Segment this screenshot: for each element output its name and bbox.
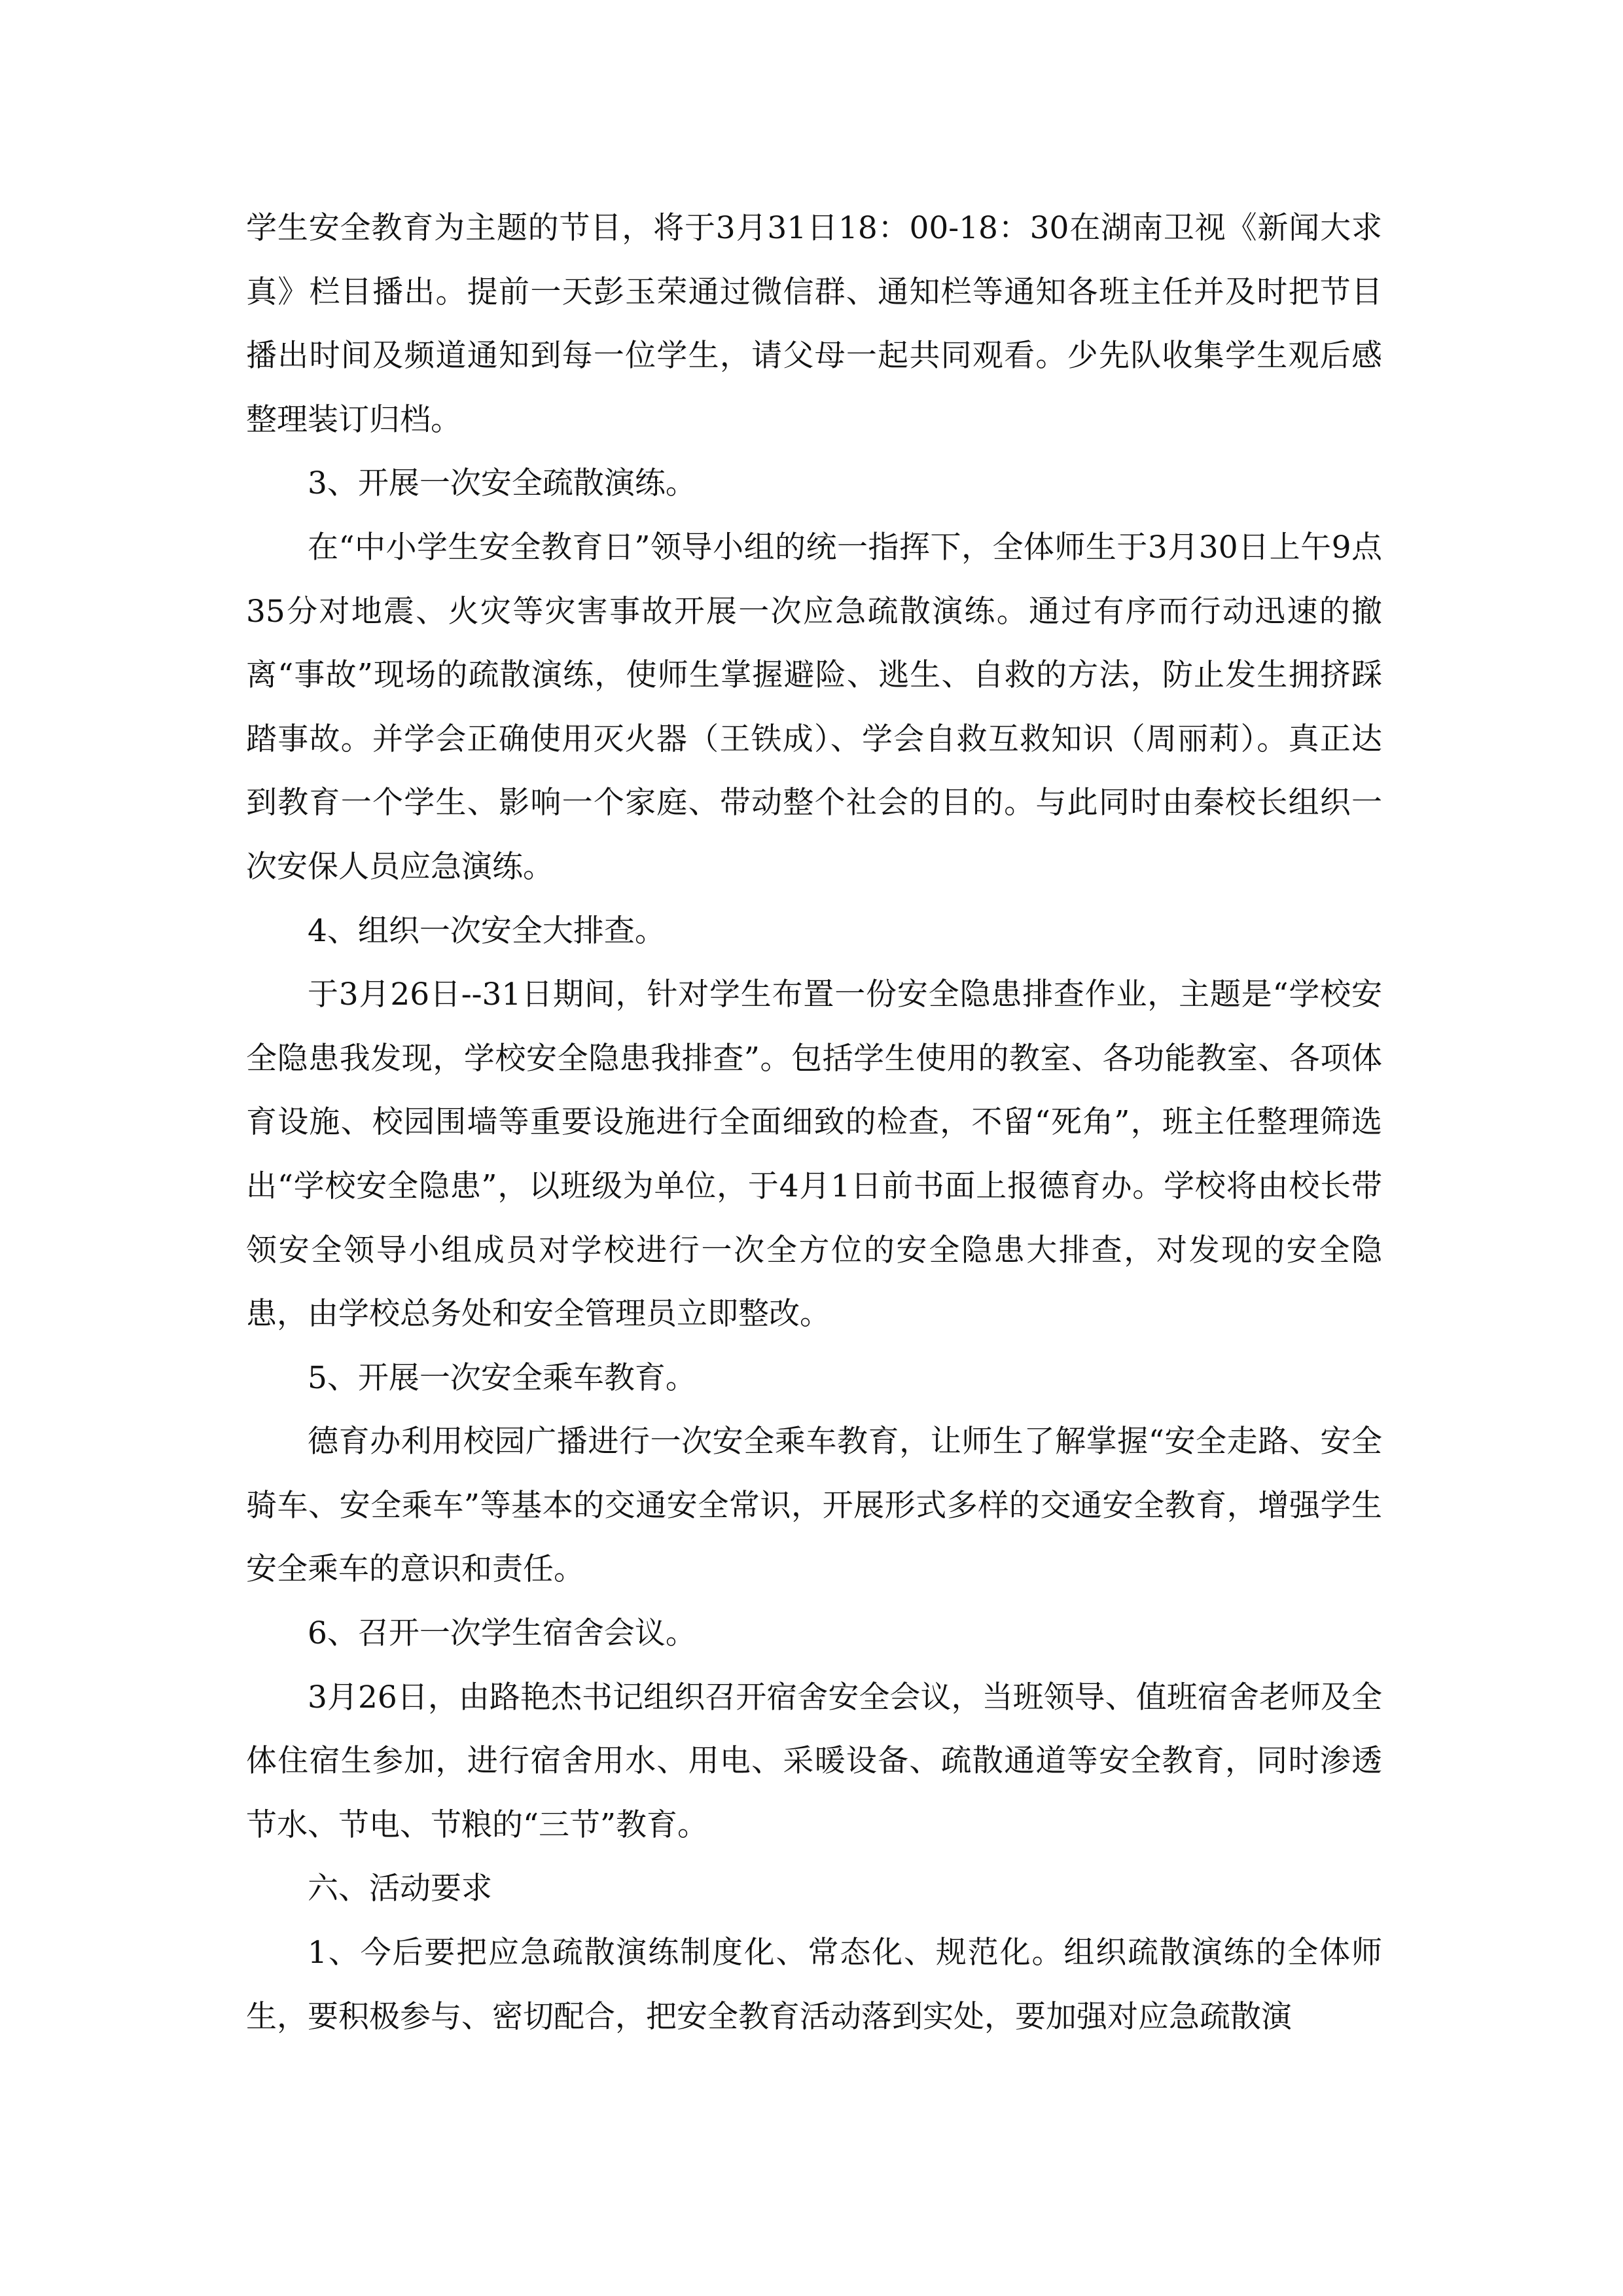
paragraph-intro-continued: 学生安全教育为主题的节目，将于3月31日18：00-18：30在湖南卫视《新闻大求真》栏目播出。提前一天彭玉荣通过微信群、通知栏等通知各班主任并及时把节目播出时间及频道通知到每一位学生，请父母一起共同观看。少先队收集学生观后感整理装订归档。 — [246, 210, 1382, 438]
heading-dormitory-meeting: 6、召开一次学生宿舍会议。 — [308, 1615, 696, 1652]
paragraph-bus-safety: 德育办利用校园广播进行一次安全乘车教育，让师生了解掌握“安全走路、安全骑车、安全乘车”等基本的交通安全常识，开展形式多样的交通安全教育，增强学生安全乘车的意识和责任。 — [246, 1424, 1382, 1588]
heading-safety-inspection: 4、组织一次安全大排查。 — [308, 912, 666, 949]
paragraph-dormitory-meeting: 3月26日，由路艳杰书记组织召开宿舍安全会议，当班领导、值班宿舍老师及全体住宿生参加，进行宿舍用水、用电、采暖设备、疏散通道等安全教育，同时渗透节水、节电、节粮的“三节”教育。 — [246, 1679, 1382, 1843]
paragraph-requirement-1: 1、今后要把应急疏散演练制度化、常态化、规范化。组织疏散演练的全体师生，要积极参与、密切配合，把安全教育活动落到实处，要加强对应急疏散演 — [246, 1935, 1382, 2035]
heading-evacuation-drill: 3、开展一次安全疏散演练。 — [308, 465, 696, 502]
section-heading-requirements: 六、活动要求 — [308, 1871, 492, 1907]
paragraph-safety-inspection: 于3月26日--31日期间，针对学生布置一份安全隐患排查作业，主题是“学校安全隐患我发现，学校安全隐患我排查”。包括学生使用的教室、各功能教室、各项体育设施、校园围墙等重要设施进行全面细致的检查，不留“死角”，班主任整理筛选出“学校安全隐患”，以班级为单位，于4月1日前书面上报德育办。学校将由校长带领安全领导小组成员对学校进行一次全方位的安全隐患大排查，对发现的安全隐患，由学校总务处和安全管理员立即整改。 — [246, 977, 1382, 1333]
paragraph-evacuation-drill: 在“中小学生安全教育日”领导小组的统一指挥下，全体师生于3月30日上午9点35分对地震、火灾等灾害事故开展一次应急疏散演练。通过有序而行动迅速的撤离“事故”现场的疏散演练，使师生掌握避险、逃生、自救的方法，防止发生拥挤踩踏事故。并学会正确使用灭火器（王铁成）、学会自救互救知识（周丽莉）。真正达到教育一个学生、影响一个家庭、带动整个社会的目的。与此同时由秦校长组织一次安保人员应急演练。 — [246, 529, 1382, 885]
heading-bus-safety: 5、开展一次安全乘车教育。 — [308, 1359, 696, 1396]
document-body — [246, 196, 1382, 2049]
